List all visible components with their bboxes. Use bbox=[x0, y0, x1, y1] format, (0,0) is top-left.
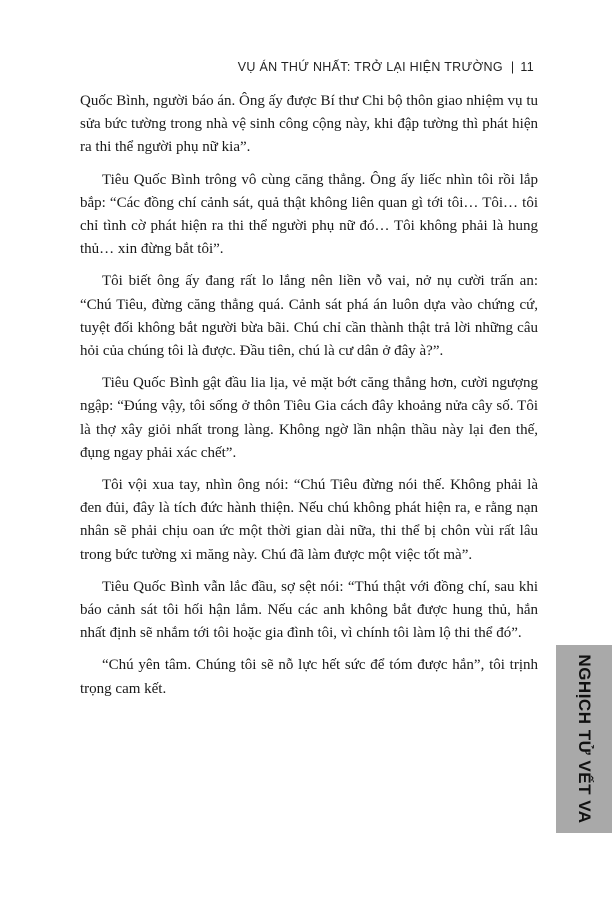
paragraph: Tiêu Quốc Bình gật đầu lia lịa, vẻ mặt bớt căng thẳng hơn, cười ngượng ngập: “Đúng vậy, tôi sống ở thôn Tiêu Gia cách đây khoảng nửa cây số. Tôi là thợ xây giỏi nhất trong làng. Không ngờ lần nhận thầu này lại đen thế, đụng ngay phải xác chết”. bbox=[80, 375, 538, 461]
paragraph: Tôi vội xua tay, nhìn ông nói: “Chú Tiêu đừng nói thế. Không phải là đen đủi, đây là tích đức hành thiện. Nếu chú không phát hiện ra, e rằng nạn nhân sẽ phải chịu oan ức một thời gian dài nữa, thi thể bị chôn vùi rất lâu trong bức tường xi măng này. Chú đã làm được một việc tốt mà”. bbox=[80, 477, 538, 563]
side-tab bbox=[556, 645, 612, 833]
paragraph: Tiêu Quốc Bình vẫn lắc đầu, sợ sệt nói: “Thú thật với đồng chí, sau khi báo cảnh sát tôi hối hận lắm. Nếu các anh không bắt được hung thủ, hắn nhất định sẽ nhắm tới tôi hoặc gia đình tôi, vì chính tôi làm lộ thi thể đó”. bbox=[80, 578, 538, 642]
paragraph: Tôi biết ông ấy đang rất lo lắng nên liền vỗ vai, nở nụ cười trấn an: “Chú Tiêu, đừng căng thẳng quá. Cảnh sát phá án luôn dựa vào chứng cứ, tuyệt đối không bắt người bừa bãi. Chú chỉ cần thành thật trả lời những câu hỏi của chúng tôi là được. Đầu tiên, chú là cư dân ở đây à?”. bbox=[80, 273, 538, 360]
side-tab-label: NGHỊCH TỬ VẾT VA bbox=[575, 654, 594, 824]
header-separator: | bbox=[510, 60, 515, 74]
paragraph: Quốc Bình, người báo án. Ông ấy được Bí thư Chi bộ thôn giao nhiệm vụ tu sửa bức tường trong nhà vệ sinh công cộng này, khi đập tường thì phát hiện ra thi thể người phụ nữ kia”. bbox=[80, 93, 538, 156]
paragraph: Tiêu Quốc Bình trông vô cùng căng thẳng. Ông ấy liếc nhìn tôi rồi lắp bắp: “Các đồng chí cảnh sát, quả thật không liên quan gì tới tôi… Tôi… tôi chỉ tình cờ phát hiện ra thi thể người phụ nữ đó… Tôi không phải là hung thủ… xin đừng bắt tôi”. bbox=[80, 171, 538, 258]
paragraph: “Chú yên tâm. Chúng tôi sẽ nỗ lực hết sức để tóm được hắn”, tôi trịnh trọng cam kết. bbox=[80, 657, 538, 697]
body-text bbox=[80, 90, 538, 710]
chapter-title: VỤ ÁN THỨ NHẤT: TRỞ LẠI HIỆN TRƯỜNG bbox=[237, 60, 503, 74]
running-header bbox=[238, 60, 534, 74]
page-number: 11 bbox=[520, 60, 534, 74]
